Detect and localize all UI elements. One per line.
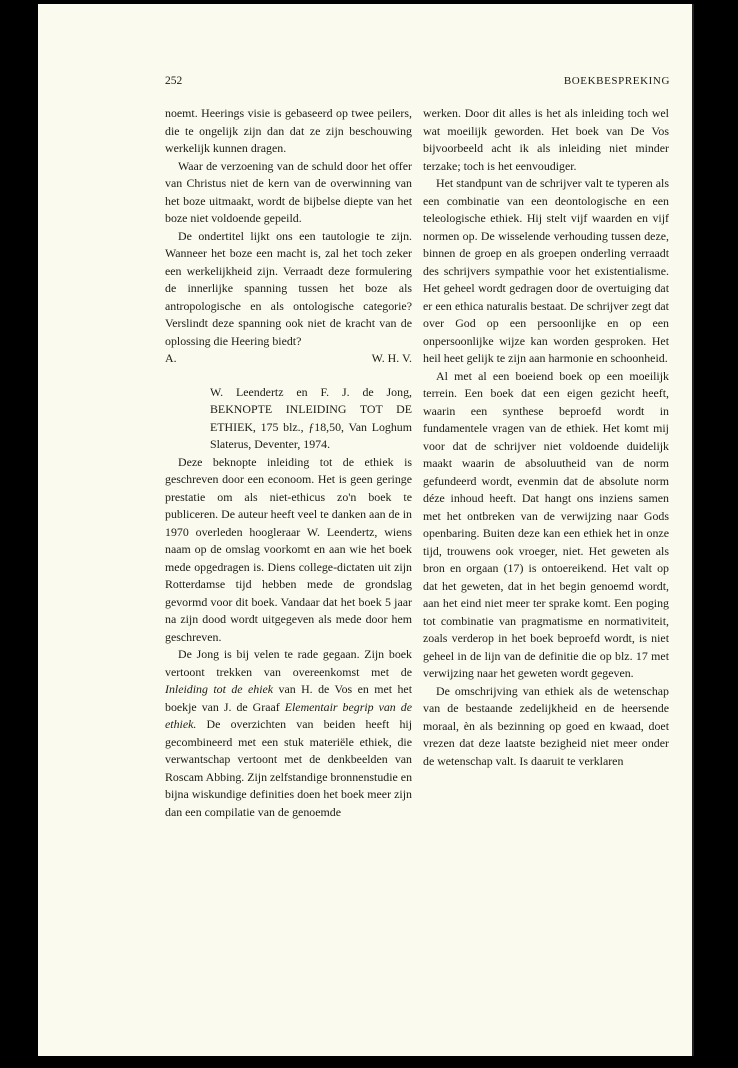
paragraph: De ondertitel lijkt ons een tautologie te zijn. Wanneer het boze een macht is, zal het toch zeker een werkelijkheid zijn. Verraadt deze formulering de innerlijke spanning tussen het boze als antropologische en als ontologische categorie? Verslindt deze spanning ook niet de kracht van de oplossing die Heering biedt?	[165, 228, 412, 348]
page-edge	[692, 4, 694, 1056]
book-reference: W. Leendertz en F. J. de Jong, BEKNOPTE INLEIDING TOT DE ETHIEK, 175 blz., ƒ18,50, Van Loghum Slaterus, Deventer, 1974.	[210, 384, 412, 451]
page-number: 252	[165, 75, 183, 87]
paragraph: werken. Door dit alles is het als inleiding toch wel wat moeilijk geworden. Het boek van De Vos bijvoorbeeld acht ik als inleiding niet minder terzake; toch is het eenvoudiger.	[423, 106, 669, 173]
paragraph: Deze beknopte inleiding tot de ethiek is geschreven door een econoom. Het is geen geringe prestatie om als niet-ethicus zo'n boek te publiceren. De auteur heeft veel te danken aan de in 1970 overleden hoogleraar W. Leendertz, wiens naam op de omslag voorkomt en aan wie het boek mede opgedragen is. Diens college-dictaten uit zijn Rotterdamse tijd hebben mede de grondslag gevormd voor dit boek. Vandaar dat het boek 5 jaar na zijn dood wordt uitgegeven als mede door hem geschreven.	[165, 454, 412, 644]
book-title: Inleiding tot de ehiek	[165, 682, 274, 696]
paragraph: Waar de verzoening van de schuld door het offer van Christus niet de kern van de overwinning van het boze uitmaakt, wordt de bijbelse diepte van het boze niet voldoende gepeild.	[165, 158, 412, 225]
running-head: BOEKBESPREKING	[563, 75, 670, 87]
paragraph: De omschrijving van ethiek als de wetenschap van de bestaande zedelijkheid en de heersende moraal, èn als bezinning op goed en kwaad, doet vrezen dat deze laatste bezigheid niet meer onder de wetenschap valt. Is daaruit te verklaren	[423, 683, 669, 768]
paragraph	[165, 646, 412, 821]
text-run: De overzichten van beiden heeft hij gecombineerd met een stuk materiële ethiek, die verwantschap vertoont met de denkbeelden van Roscam Abbing. Zijn zelfstandige bronnenstudie en bijna wiskundige definities doen het boek meer zijn dan een compilatie van de genoemde	[165, 717, 413, 819]
paragraph: Al met al een boeiend boek op een moeilijk terrein. Een boek dat een eigen gezicht heeft, waarin een synthese beproefd wordt in fundamentele vragen van de ethiek. Het komt mij voor dat de schrijver niet voldoende duidelijk maakt waarin de absoluutheid van de norm gefundeerd wordt, evenmin dat de absolute norm déze inhoud heeft. Dat hangt ons inziens samen met het ontbreken van de verwijzing naar Gods openbaring. Buiten deze kan een ethiek het in onze tijd, trouwens ook vroeger, niet. Het geweten als bron en orgaan (17) is ontoereikend. Het valt op dat het geweten, dat in het begin genoemd wordt, aan het eind niet meer ter sprake komt. Een poging tot combinatie van pragmatisme en normativiteit, zoals verderop in het boek beproefd wordt, is niet geheel in de lijn van de definitie die op blz. 17 met verwijzing naar het geweten wordt gegeven.	[423, 368, 669, 680]
book-title: Elementair begrip van de ethiek.	[165, 699, 412, 731]
text-run: van H. de Vos en met het boekje van J. de Graaf	[165, 682, 412, 714]
signature-place: A.	[165, 351, 177, 365]
book-page	[38, 4, 694, 1056]
text-run: De Jong is bij velen te rade gegaan. Zijn boek vertoont trekken van overeenkomst met de	[165, 647, 412, 679]
paragraph: noemt. Heerings visie is gebaseerd op twee peilers, die te ongelijk zijn dan dat ze zijn beschouwing werkelijk kunnen dragen.	[165, 106, 412, 155]
right-column	[423, 105, 669, 770]
review-signature	[165, 350, 412, 368]
left-column	[165, 105, 412, 821]
paragraph: Het standpunt van de schrijver valt te typeren als een combinatie van een deontologische en een teleologische ethiek. Hij stelt vijf waarden en vijf normen op. De wisselende verhouding tussen deze, binnen de groep en als groepen onderling verraadt des schrijvers sympathie voor het existentialisme. Het geheel wordt gedragen door de overtuiging dat er een ethica naturalis bestaat. De schrijver zegt dat over God op een persoonlijke en op een onpersoonlijke wijze kan worden gesproken. Het heil heet gelijk te zijn aan harmonie en schoonheid.	[423, 176, 669, 365]
signature-initials: W. H. V.	[371, 351, 412, 365]
